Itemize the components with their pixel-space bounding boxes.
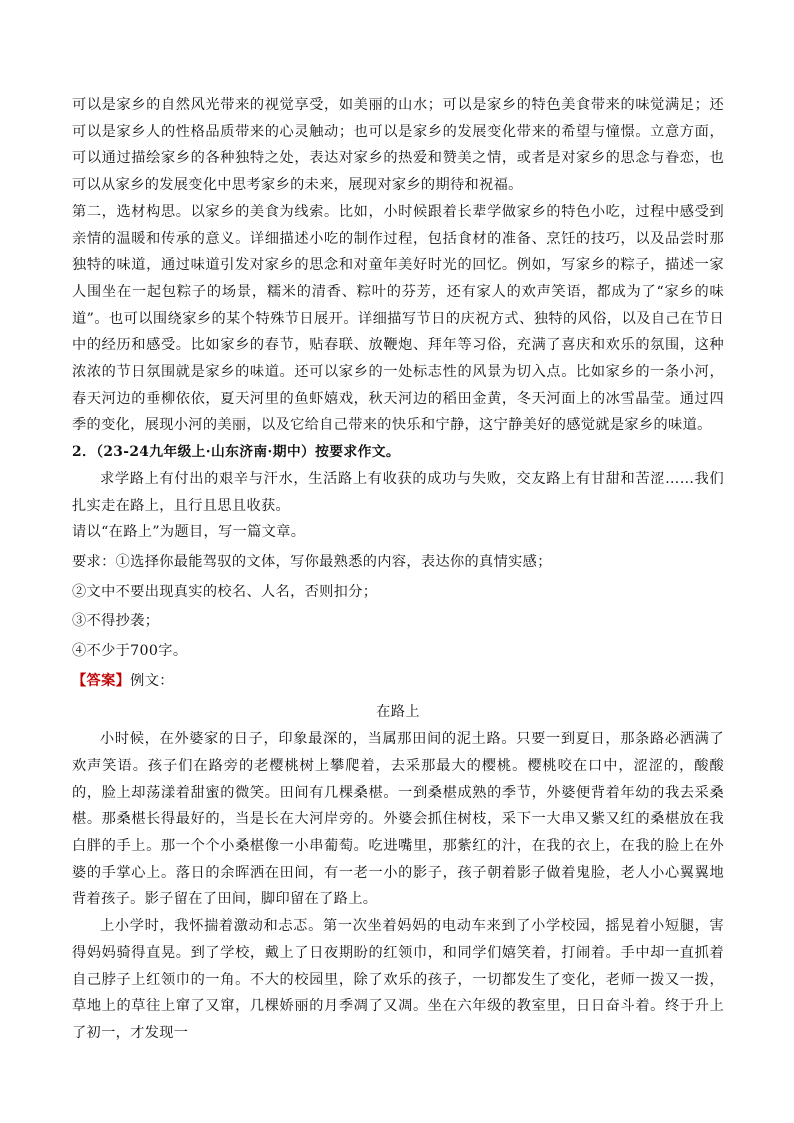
requirement-3: ③不得抄袭；: [72, 613, 160, 630]
requirement-1: 要求：①选择你最能驾驭的文体，写你最熟悉的内容，表达你的真情实感；: [72, 553, 552, 570]
requirement-4: ④不少于700字。: [72, 643, 188, 660]
document-page: [72, 92, 724, 1047]
essay-paragraph-2: 上小学时，我怀揣着激动和忐忑。第一次坐着妈妈的电动车来到了小学校园，摇晃着小短腿，害得妈妈骑得直晃。到了学校，戴上了日夜期盼的红领巾，和同学们嬉笑着，打闹着。手中却一直抓着自己脖子上红领巾的一角。不大的校园里，除了欢乐的孩子，一切都发生了变化，老师一拨又一拨，草地上的草往上窜了又窜，几棵娇丽的月季凋了又凋。坐在六年级的教室里，日日奋斗着。终于升上了初一，才发现一: [72, 918, 724, 1041]
paragraph-material-selection: 第二，选材构思。以家乡的美食为线索。比如，小时候跟着长辈学做家乡的特色小吃，过程中感受到亲情的温暖和传承的意义。详细描述小吃的制作过程，包括食材的准备、烹饪的技巧，以及品尝时那独特的味道，通过味道引发对家乡的思念和对童年美好时光的回忆。例如，写家乡的粽子，描述一家人围坐在一起包粽子的场景，糯米的清香、粽叶的芬芳，还有家人的欢声笑语，都成为了“家乡的味道”。也可以围绕家乡的某个特殊节日展开。详细描写节日的庆祝方式、独特的风俗，以及自己在节日中的经历和感受。比如家乡的春节，贴春联、放鞭炮、拜年等习俗，充满了喜庆和欢乐的氛围，这种浓浓的节日氛围就是家乡的味道。还可以家乡的一处标志性的风景为切入点。比如家乡的一条小河，春天河边的垂柳依依，夏天河里的鱼虾嬉戏，秋天河边的稻田金黄，冬天河面上的冰雪晶莹。通过四季的变化，展现小河的美丽，以及它给自己带来的快乐和宁静，这宁静美好的感觉就是家乡的味道。: [72, 203, 724, 434]
paragraph-analysis-continued: 可以是家乡的自然风光带来的视觉享受，如美丽的山水；可以是家乡的特色美食带来的味觉满足；还可以是家乡人的性格品质带来的心灵触动；也可以是家乡的发展变化带来的希望与憧憬。立意方面，可以通过描绘家乡的各种独特之处，表达对家乡的热爱和赞美之情，或者是对家乡的思念与眷恋，也可以从家乡的发展变化中思考家乡的未来，展现对家乡的期待和祝福。: [72, 97, 724, 194]
answer-tag: 【答案】: [72, 672, 131, 689]
essay-title: 在路上: [376, 704, 420, 721]
question-2-instruction: 请以“在路上”为题目，写一篇文章。: [72, 524, 306, 541]
answer-line: [72, 668, 724, 695]
question-2-heading: 2．（23-24九年级上·山东济南·期中）按要求作文。: [72, 444, 401, 461]
requirement-2: ②文中不要出现真实的校名、人名，否则扣分；: [72, 583, 378, 600]
essay-paragraph-1: 小时候，在外婆家的日子，印象最深的，当属那田间的泥土路。只要一到夏日，那条路必洒满了欢声笑语。孩子们在路旁的老樱桃树上攀爬着，去采那最大的樱桃。樱桃咬在口中，涩涩的，酸酸的，脸上却荡漾着甜蜜的微笑。田间有几棵桑椹。一到桑椹成熟的季节，外婆便背着年幼的我去采桑椹。那桑椹长得最好的，当是长在大河岸旁的。外婆会抓住树枝，采下一大串又紫又红的桑椹放在我白胖的手上。那一个个小桑椹像一小串葡萄。吃进嘴里，那紫红的汁，在我的衣上，在我的脸上在外婆的手掌心上。落日的余晖洒在田间，有一老一小的影子，孩子朝着影子做着鬼脸，老人小心翼翼地背着孩子。影子留在了田间，脚印留在了路上。: [72, 731, 724, 908]
answer-label: 例文：: [130, 672, 174, 689]
question-2-prompt: 求学路上有付出的艰辛与汗水，生活路上有收获的成功与失败，交友路上有甘甜和苦涩……我们扎实走在路上，且行且思且收获。: [72, 470, 724, 514]
